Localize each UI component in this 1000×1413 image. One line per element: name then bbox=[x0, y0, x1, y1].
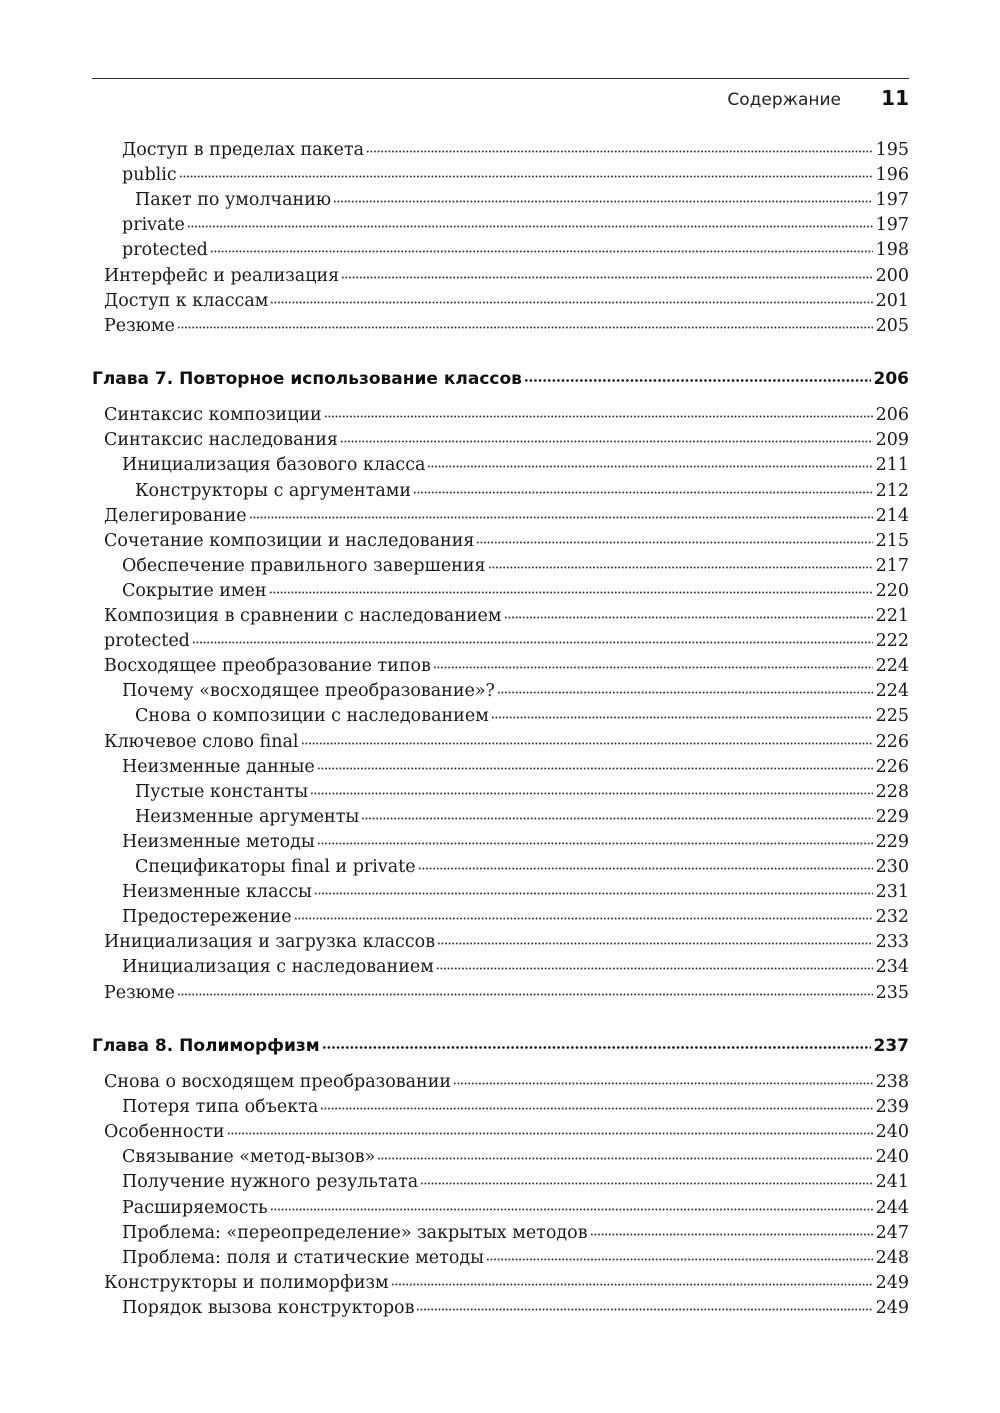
toc-entry-title: Потеря типа объекта bbox=[122, 1097, 319, 1118]
dot-leader bbox=[491, 716, 873, 719]
toc-entry-page: 226 bbox=[875, 756, 909, 777]
toc-entry-page: 209 bbox=[875, 430, 909, 451]
toc-entry-title: Конструкторы с аргументами bbox=[135, 480, 412, 501]
toc-entry-title: Восходящее преобразование типов bbox=[104, 656, 431, 677]
toc-entry-title: Проблема: поля и статические методы bbox=[122, 1247, 485, 1268]
toc-entry-page: 220 bbox=[875, 580, 909, 601]
toc-entry-page: 222 bbox=[875, 631, 909, 652]
toc-entry-page: 217 bbox=[875, 555, 909, 576]
toc-entry-page: 239 bbox=[875, 1097, 909, 1118]
toc-entry bbox=[104, 630, 909, 652]
toc-entry bbox=[104, 1071, 909, 1093]
toc-entry-page: 241 bbox=[875, 1172, 909, 1193]
toc-entry bbox=[122, 881, 909, 903]
toc-entry-page: 226 bbox=[875, 731, 909, 752]
toc-entry-title: protected bbox=[104, 631, 190, 652]
dot-leader bbox=[497, 691, 873, 694]
dot-leader bbox=[416, 1308, 872, 1311]
toc-entry bbox=[122, 1297, 909, 1319]
toc-entry-title: Неизменные аргументы bbox=[135, 806, 360, 827]
dot-leader bbox=[341, 276, 872, 279]
toc-entry-title: Пакет по умолчанию bbox=[135, 190, 332, 211]
toc-entry-page: 229 bbox=[875, 831, 909, 852]
toc-entry-title: Резюме bbox=[104, 982, 175, 1003]
dot-leader bbox=[366, 150, 873, 153]
toc-entry bbox=[122, 756, 909, 778]
dot-leader bbox=[361, 817, 872, 820]
toc-chapter-heading bbox=[92, 368, 909, 390]
toc-entry-title: Делегирование bbox=[104, 505, 247, 526]
toc-entry-title: Сокрытие имен bbox=[122, 580, 267, 601]
toc-entry-page: 195 bbox=[875, 140, 909, 160]
toc-entry-page: 206 bbox=[873, 368, 909, 389]
dot-leader bbox=[320, 1107, 872, 1110]
toc-entry bbox=[122, 1197, 909, 1219]
toc-entry bbox=[104, 404, 909, 426]
toc-entry bbox=[122, 831, 909, 853]
dot-leader bbox=[433, 666, 873, 669]
toc-entry-page: 234 bbox=[875, 957, 909, 978]
toc-entry-page: 230 bbox=[875, 857, 909, 877]
toc-entry-page: 231 bbox=[875, 882, 909, 903]
toc-entry-title: Инициализация базового класса bbox=[122, 455, 426, 476]
dot-leader bbox=[322, 1046, 871, 1049]
toc-entry-title: Пустые константы bbox=[135, 781, 309, 802]
toc-entry-page: 228 bbox=[875, 781, 909, 802]
dot-leader bbox=[391, 1283, 873, 1286]
dot-leader bbox=[317, 767, 873, 770]
dot-leader bbox=[427, 465, 872, 468]
toc-entry-title: Композиция в сравнении с наследованием bbox=[104, 606, 502, 626]
dot-leader bbox=[249, 516, 873, 519]
toc-entry-title: Ключевое слово final bbox=[104, 731, 299, 752]
toc-entry-title: Интерфейс и реализация bbox=[104, 265, 340, 286]
toc-entry-page: 212 bbox=[875, 480, 909, 501]
toc-entry bbox=[104, 429, 909, 451]
toc-entry-page: 240 bbox=[875, 1122, 909, 1143]
toc-entry-page: 197 bbox=[875, 190, 909, 211]
toc-entry-title: Спецификаторы final и private bbox=[135, 857, 416, 877]
toc-entry bbox=[122, 1171, 909, 1193]
toc-entry bbox=[122, 1096, 909, 1118]
toc-entry-title: public bbox=[122, 165, 177, 186]
toc-entry bbox=[122, 1146, 909, 1168]
toc-entry-page: 240 bbox=[875, 1147, 909, 1168]
toc-entry bbox=[104, 290, 909, 312]
toc-entry-page: 233 bbox=[875, 932, 909, 953]
toc-entry-page: 224 bbox=[875, 681, 909, 702]
dot-leader bbox=[210, 250, 873, 253]
toc-entry-page: 196 bbox=[875, 165, 909, 186]
toc-entry-page: 215 bbox=[875, 530, 909, 551]
dot-leader bbox=[314, 892, 873, 895]
dot-leader bbox=[524, 379, 871, 382]
dot-leader bbox=[324, 415, 873, 418]
toc-entry bbox=[122, 906, 909, 928]
dot-leader bbox=[177, 993, 873, 996]
toc-entry-title: Инициализация и загрузка классов bbox=[104, 932, 436, 953]
toc-entry-page: 205 bbox=[875, 315, 909, 336]
toc-entry bbox=[104, 605, 909, 627]
toc-entry bbox=[122, 239, 909, 261]
dot-leader bbox=[436, 967, 873, 970]
toc-entry bbox=[122, 164, 909, 186]
dot-leader bbox=[413, 491, 873, 494]
toc-entry-title: Проблема: «переопределение» закрытых методов bbox=[122, 1222, 588, 1243]
toc-entry bbox=[104, 1121, 909, 1143]
toc-entry bbox=[104, 1272, 909, 1294]
toc-entry bbox=[104, 931, 909, 953]
toc-entry-title: Снова о композиции с наследованием bbox=[135, 706, 489, 727]
dot-leader bbox=[269, 591, 873, 594]
page-number: 11 bbox=[881, 86, 909, 110]
dot-leader bbox=[270, 1208, 873, 1211]
toc-entry-page: 201 bbox=[875, 290, 909, 311]
toc-entry-page: 198 bbox=[875, 240, 909, 261]
toc-entry-page: 249 bbox=[875, 1272, 909, 1293]
toc-entry-title: Глава 7. Повторное использование классов bbox=[92, 368, 522, 389]
dot-leader bbox=[270, 301, 872, 304]
toc-entry-title: Доступ в пределах пакета bbox=[122, 140, 365, 160]
dot-leader bbox=[179, 175, 873, 178]
toc-entry-title: private bbox=[122, 215, 185, 236]
toc-entry-page: 200 bbox=[875, 265, 909, 286]
running-header-title: Содержание bbox=[727, 90, 841, 110]
toc-entry-page: 197 bbox=[875, 215, 909, 236]
toc-entry-page: 237 bbox=[873, 1035, 909, 1056]
toc-entry bbox=[135, 480, 909, 502]
toc-entry bbox=[122, 214, 909, 236]
toc-entry bbox=[135, 781, 909, 803]
dot-leader bbox=[294, 917, 873, 920]
toc-entry-title: Связывание «метод-вызов» bbox=[122, 1147, 376, 1168]
toc-entry bbox=[122, 1222, 909, 1244]
dot-leader bbox=[488, 566, 873, 569]
toc-entry bbox=[122, 1247, 909, 1269]
toc-entry-page: 244 bbox=[875, 1197, 909, 1218]
dot-leader bbox=[418, 867, 873, 870]
toc-entry-title: Обеспечение правильного завершения bbox=[122, 555, 486, 576]
toc-entry-page: 206 bbox=[875, 405, 909, 426]
toc-entry bbox=[104, 530, 909, 552]
toc-entry-title: Особенности bbox=[104, 1122, 225, 1143]
toc-entry-page: 235 bbox=[875, 982, 909, 1003]
dot-leader bbox=[437, 942, 873, 945]
dot-leader bbox=[476, 541, 872, 544]
dot-leader bbox=[590, 1233, 873, 1236]
toc-entry bbox=[104, 982, 909, 1004]
dot-leader bbox=[377, 1157, 872, 1160]
toc-chapter-heading bbox=[92, 1035, 909, 1057]
dot-leader bbox=[187, 225, 873, 228]
dot-leader bbox=[177, 326, 873, 329]
toc-entry-title: Синтаксис наследования bbox=[104, 430, 338, 451]
toc-entry-title: Порядок вызова конструкторов bbox=[122, 1297, 415, 1318]
toc-entry bbox=[104, 315, 909, 337]
dot-leader bbox=[453, 1082, 873, 1085]
dot-leader bbox=[301, 742, 873, 745]
dot-leader bbox=[310, 792, 872, 795]
toc-entry bbox=[104, 731, 909, 753]
toc-entry-title: Снова о восходящем преобразовании bbox=[104, 1072, 452, 1092]
dot-leader bbox=[227, 1132, 873, 1135]
toc-entry-page: 221 bbox=[875, 606, 909, 626]
dot-leader bbox=[317, 842, 873, 845]
toc-entry-title: Сочетание композиции и наследования bbox=[104, 530, 475, 551]
toc-entry bbox=[122, 580, 909, 602]
toc-entry bbox=[122, 454, 909, 476]
toc-entry-title: Синтаксис композиции bbox=[104, 405, 322, 426]
toc-entry bbox=[104, 505, 909, 527]
toc-entry-title: Конструкторы и полиморфизм bbox=[104, 1272, 389, 1293]
toc-entry bbox=[135, 189, 909, 211]
dot-leader bbox=[420, 1182, 872, 1185]
toc-entry-title: protected bbox=[122, 240, 208, 261]
toc-entry bbox=[122, 956, 909, 978]
toc-entry-title: Почему «восходящее преобразование»? bbox=[122, 681, 495, 702]
toc-entry-title: Неизменные классы bbox=[122, 882, 312, 903]
toc-entry-page: 214 bbox=[875, 505, 909, 526]
toc-entry bbox=[135, 705, 909, 727]
dot-leader bbox=[486, 1258, 873, 1261]
toc-entry-page: 211 bbox=[875, 455, 909, 476]
toc-entry bbox=[104, 655, 909, 677]
toc-entry-title: Резюме bbox=[104, 315, 175, 336]
toc-entry-title: Предостережение bbox=[122, 907, 292, 928]
dot-leader bbox=[333, 200, 872, 203]
dot-leader bbox=[504, 616, 873, 619]
toc-entry bbox=[135, 806, 909, 828]
toc-entry bbox=[135, 856, 909, 878]
toc-entry-title: Инициализация с наследованием bbox=[122, 957, 434, 978]
toc-entry-page: 232 bbox=[875, 907, 909, 928]
dot-leader bbox=[192, 641, 873, 644]
toc-entry-title: Неизменные методы bbox=[122, 831, 315, 852]
toc-entry-page: 249 bbox=[875, 1297, 909, 1318]
toc-entry-title: Получение нужного результата bbox=[122, 1172, 419, 1193]
toc-entry bbox=[122, 555, 909, 577]
toc-entry bbox=[122, 139, 909, 161]
toc-entry-title: Глава 8. Полиморфизм bbox=[92, 1035, 320, 1056]
toc-entry-page: 248 bbox=[875, 1247, 909, 1268]
toc-entry-title: Неизменные данные bbox=[122, 756, 315, 777]
toc-entry-page: 225 bbox=[875, 706, 909, 727]
toc-entry-title: Расширяемость bbox=[122, 1197, 268, 1218]
toc-entry bbox=[104, 265, 909, 287]
toc-entry-page: 238 bbox=[875, 1072, 909, 1092]
toc-entry-title: Доступ к классам bbox=[104, 290, 269, 311]
toc-entry-page: 229 bbox=[875, 806, 909, 827]
toc-entry bbox=[122, 680, 909, 702]
toc-entry-page: 224 bbox=[875, 656, 909, 677]
toc-entry-page: 247 bbox=[875, 1222, 909, 1243]
dot-leader bbox=[340, 440, 873, 443]
